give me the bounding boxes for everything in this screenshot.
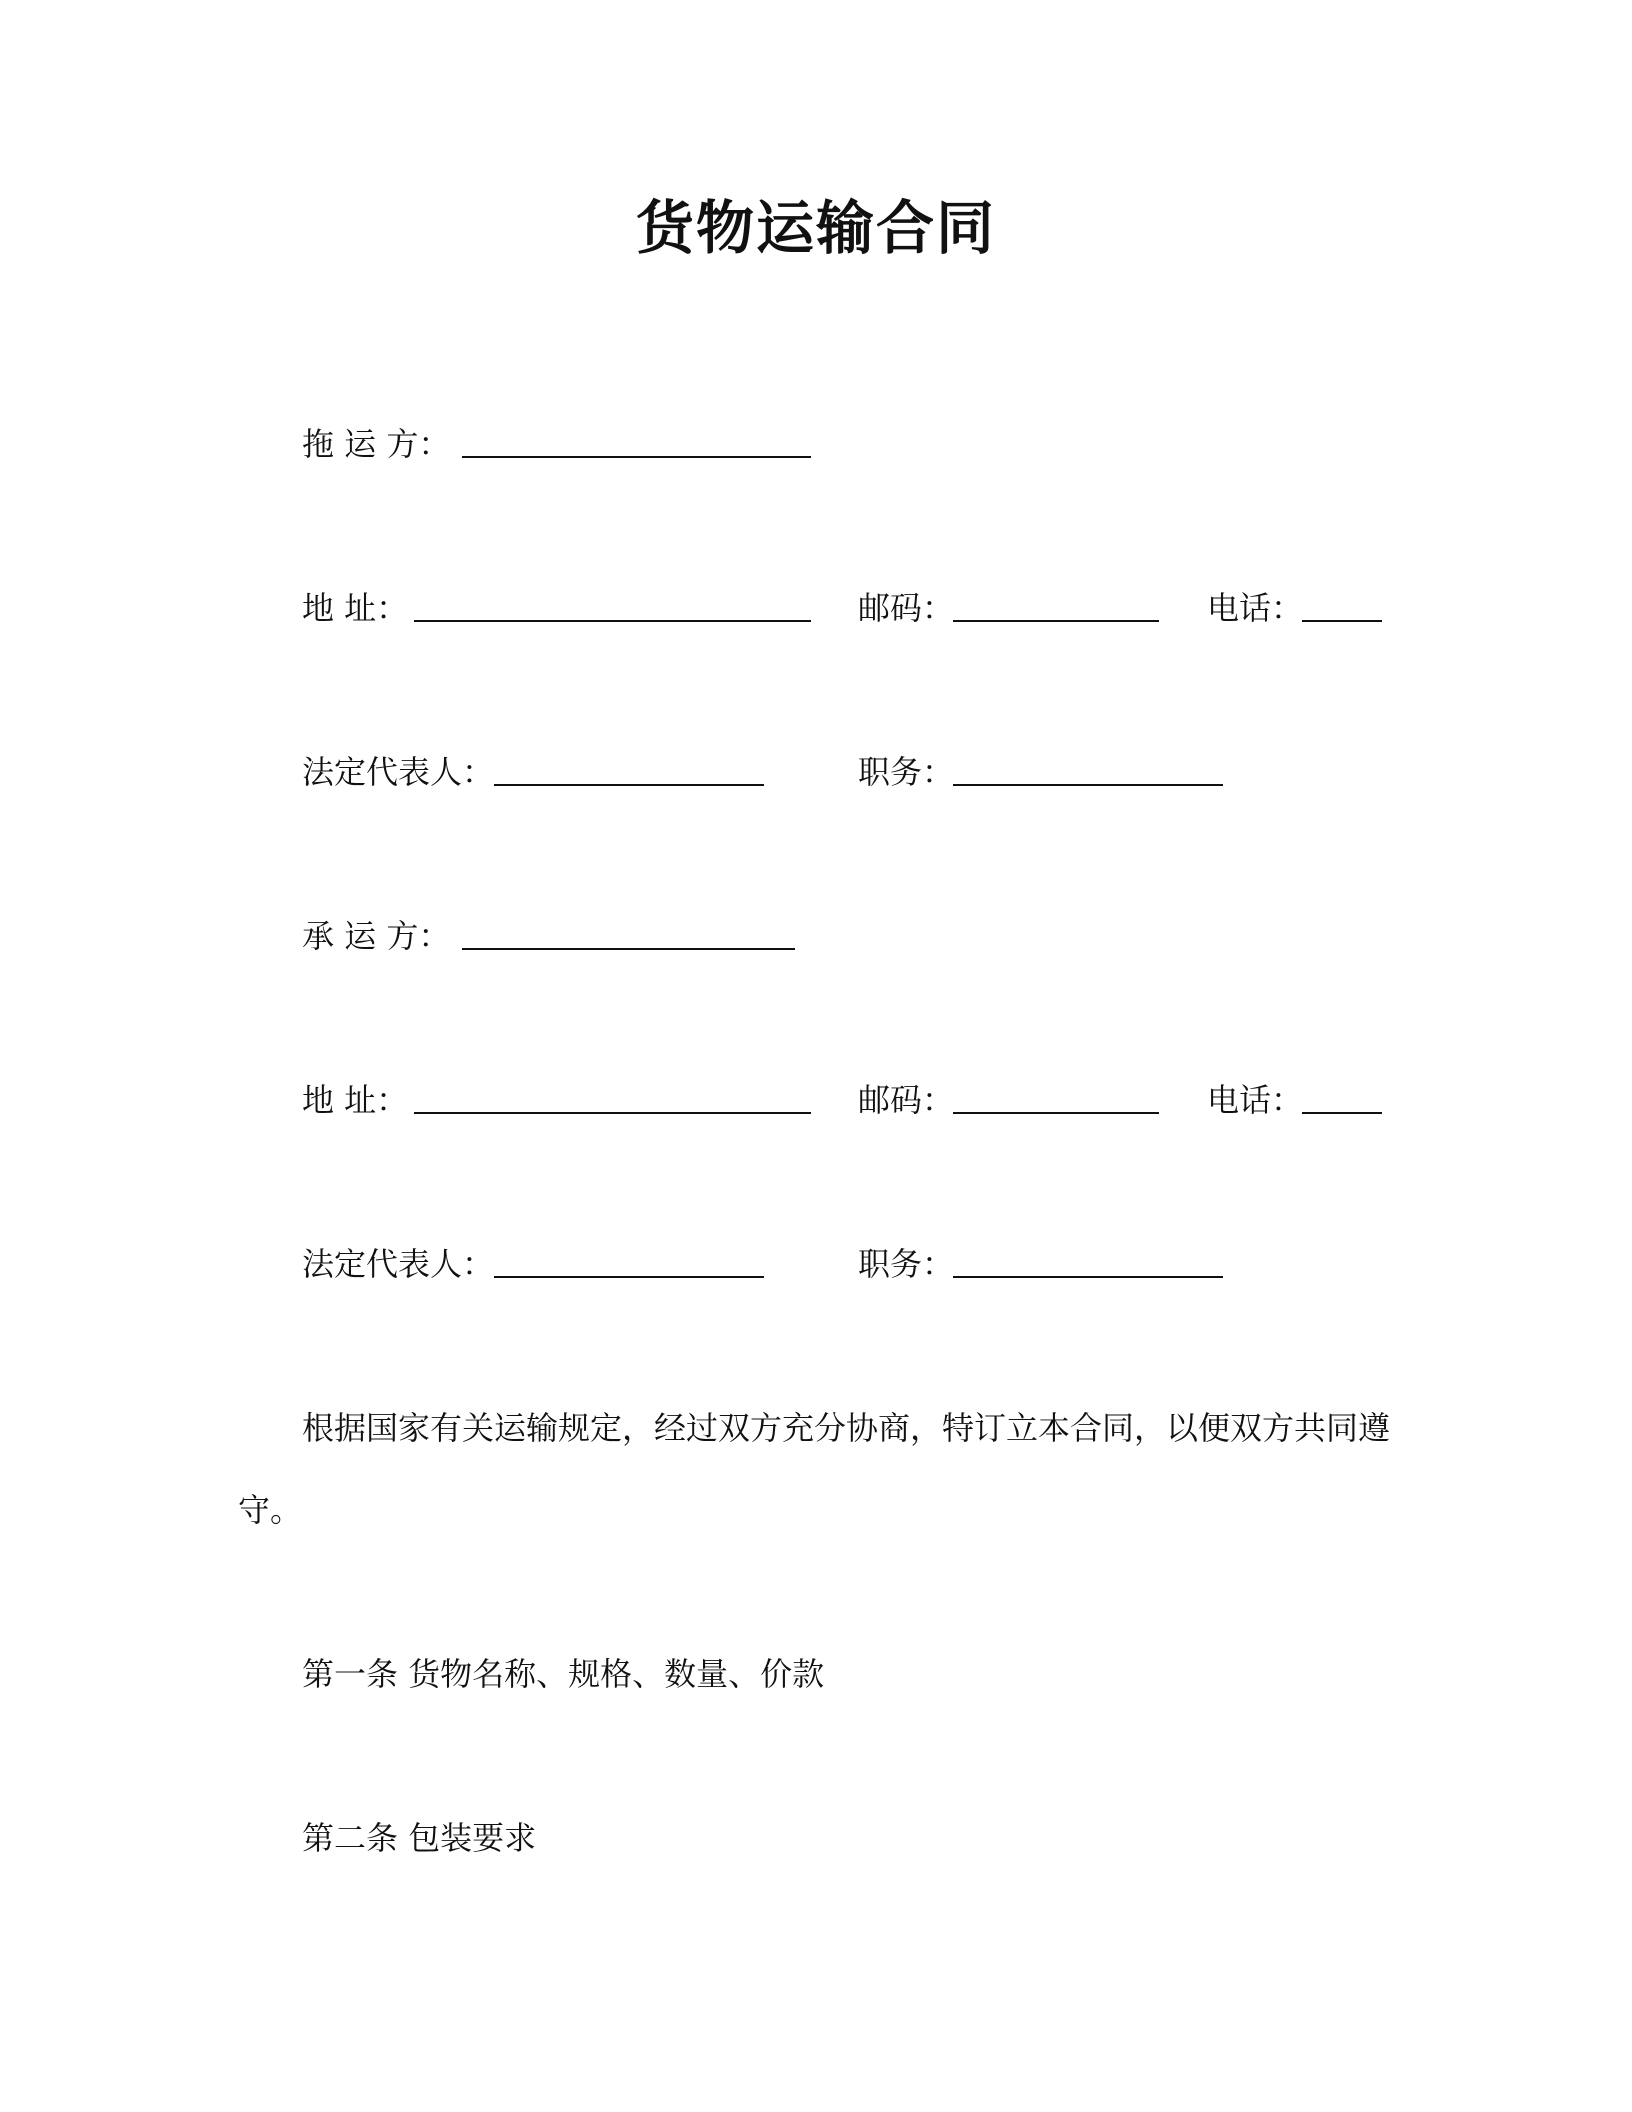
preamble-line-2: 守。: [238, 1491, 303, 1529]
carrier-rep-label: 法定代表人：: [302, 1245, 495, 1283]
carrier-party-blank[interactable]: [462, 948, 795, 950]
shipper-postcode-blank[interactable]: [953, 620, 1159, 622]
shipper-party-blank[interactable]: [462, 456, 811, 458]
shipper-position-blank[interactable]: [953, 784, 1223, 786]
shipper-party-label: 拖 运 方：: [302, 425, 451, 463]
preamble-line-1: 根据国家有关运输规定，经过双方充分协商，特订立本合同，以便双方共同遵: [302, 1409, 1391, 1447]
shipper-rep-blank[interactable]: [494, 784, 764, 786]
shipper-address-blank[interactable]: [414, 620, 811, 622]
page-title: 货物运输合同: [635, 194, 996, 262]
shipper-phone-blank[interactable]: [1302, 620, 1382, 622]
shipper-address-label: 地 址：: [302, 589, 409, 627]
carrier-postcode-label: 邮码：: [858, 1081, 955, 1119]
carrier-address-blank[interactable]: [414, 1112, 811, 1114]
carrier-phone-label: 电话：: [1207, 1081, 1304, 1119]
shipper-position-label: 职务：: [858, 753, 955, 791]
shipper-postcode-label: 邮码：: [858, 589, 955, 627]
carrier-position-blank[interactable]: [953, 1276, 1223, 1278]
carrier-party-label: 承 运 方：: [302, 917, 451, 955]
carrier-postcode-blank[interactable]: [953, 1112, 1159, 1114]
shipper-phone-label: 电话：: [1207, 589, 1304, 627]
carrier-phone-blank[interactable]: [1302, 1112, 1382, 1114]
article-2-heading: 第二条 包装要求: [302, 1819, 537, 1857]
shipper-rep-label: 法定代表人：: [302, 753, 495, 791]
carrier-address-label: 地 址：: [302, 1081, 409, 1119]
carrier-position-label: 职务：: [858, 1245, 955, 1283]
article-1-heading: 第一条 货物名称、规格、数量、价款: [302, 1655, 825, 1693]
carrier-rep-blank[interactable]: [494, 1276, 764, 1278]
